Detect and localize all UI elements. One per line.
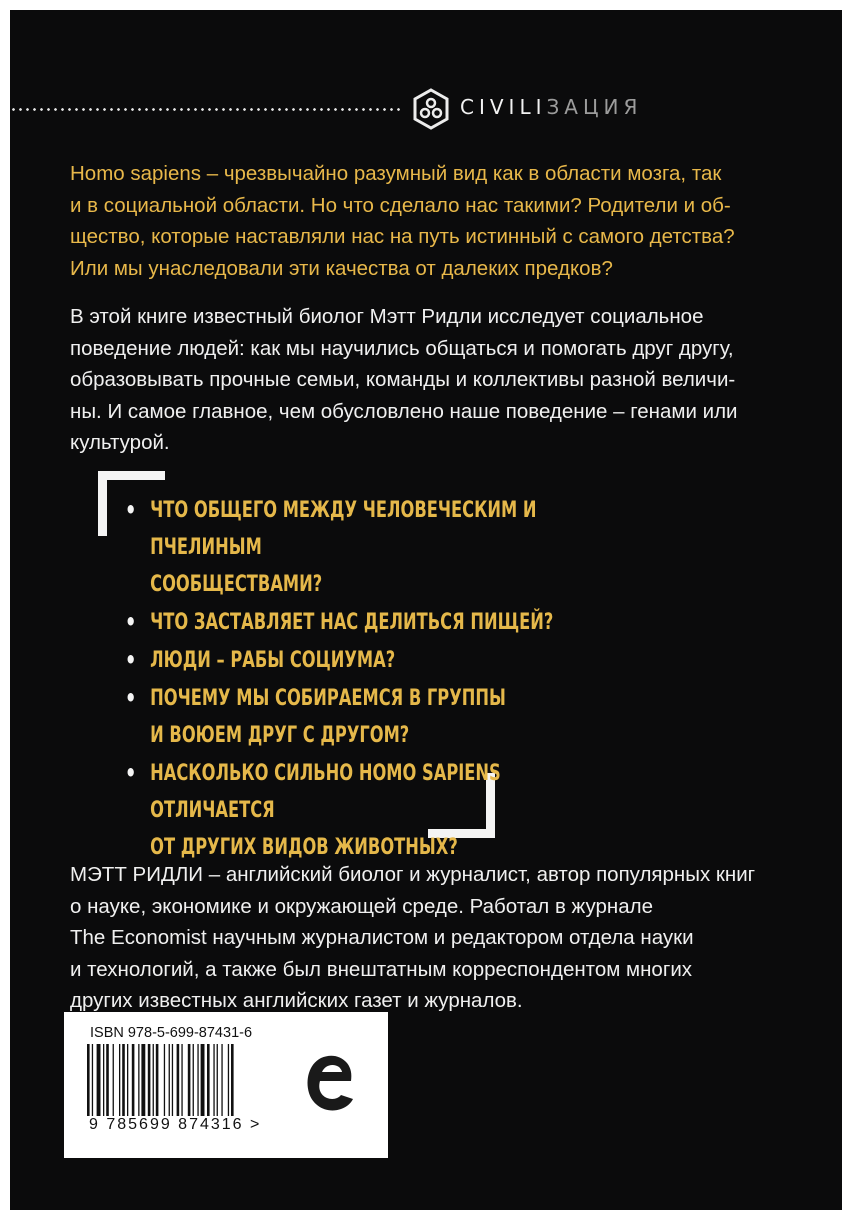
description-line: ны. И самое главное, чем обусловлено наше поведение – генами или [70, 399, 738, 423]
description-paragraph [70, 301, 800, 459]
bio-line: и технологий, а также был внештатным корреспондентом многих [70, 957, 693, 981]
series-logo-text [460, 95, 642, 119]
questions-list [122, 492, 596, 867]
question-item [122, 492, 596, 603]
barcode-icon [85, 1044, 295, 1116]
bio-line: о науке, экономике и окружающей среде. Работал в журнале [70, 894, 653, 918]
intro-line: Или мы унаследовали эти качества от далеких предков? [70, 256, 613, 280]
question-line: И ВОЮЕМ ДРУГ С ДРУГОМ? [150, 723, 410, 748]
question-item [122, 604, 596, 641]
question-line: • ЧТО ОБЩЕГО МЕЖДУ ЧЕЛОВЕЧЕСКИМ И ПЧЕЛИНЫМ [150, 498, 537, 560]
description-line: культурой. [70, 431, 170, 454]
question-line: • ЛЮДИ – РАБЫ СОЦИУМА? [150, 648, 396, 673]
isbn-label: ISBN 978-5-699-87431-6 [90, 1025, 253, 1041]
question-item [122, 755, 596, 866]
intro-line: Homo sapiens – чрезвычайно разумный вид как в области мозга, так [70, 162, 722, 185]
question-line: • ПОЧЕМУ МЫ СОБИРАЕМСЯ В ГРУППЫ [150, 686, 506, 711]
question-line: СООБЩЕСТВАМИ? [150, 572, 323, 597]
question-line: • ЧТО ЗАСТАВЛЯЕТ НАС ДЕЛИТЬСЯ ПИЩЕЙ? [150, 610, 554, 635]
bio-line: МЭТТ РИДЛИ – английский биолог и журналист, автор популярных книг [70, 863, 756, 886]
question-line: • НАСКОЛЬКО СИЛЬНО HOMO SAPIENS ОТЛИЧАЕТСЯ [150, 761, 501, 823]
logo-part-zatsiya: ЗАЦИЯ [546, 95, 643, 119]
bio-line: других известных английских газет и журналов. [70, 989, 523, 1012]
description-line: образовывать прочные семьи, команды и коллективы разной величи- [70, 368, 736, 391]
author-bio-paragraph [70, 859, 800, 1017]
intro-paragraph [70, 158, 800, 284]
dotted-rule [10, 108, 402, 111]
question-line: ОТ ДРУГИХ ВИДОВ ЖИВОТНЫХ? [150, 835, 458, 860]
question-item [122, 642, 596, 679]
barcode-number: 9 785699 874316 > [89, 1116, 262, 1133]
question-item [122, 680, 596, 754]
intro-line: щество, которые наставляли нас на путь истинный с самого детства? [70, 225, 735, 248]
description-line: поведение людей: как мы научились общаться и помогать друг другу, [70, 336, 734, 360]
logo-part-civili: CIVILI [460, 95, 547, 119]
publisher-logo-icon [300, 1050, 358, 1122]
intro-line: и в социальной области. Но что сделало нас такими? Родители и об- [70, 193, 731, 217]
civilization-logo-icon [412, 88, 450, 130]
bio-line: The Economist научным журналистом и редактором отдела науки [70, 926, 694, 949]
description-line: В этой книге известный биолог Мэтт Ридли исследует социальное [70, 305, 704, 328]
